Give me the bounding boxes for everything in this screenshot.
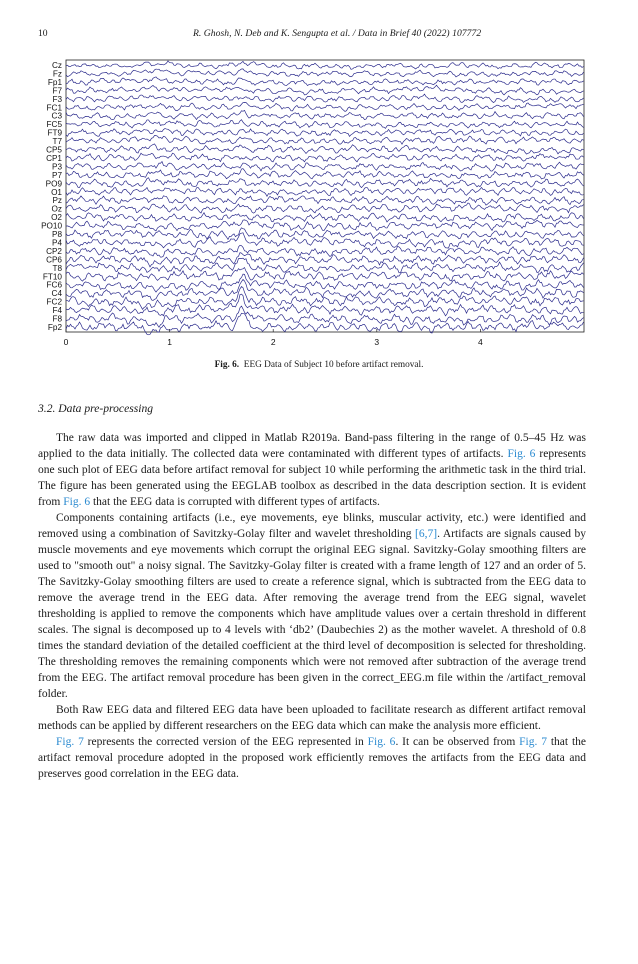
eeg-trace — [66, 187, 584, 196]
eeg-trace — [66, 94, 584, 102]
eeg-trace — [66, 85, 584, 95]
channel-label: O1 — [51, 187, 62, 197]
p2-text-a: Components containing artifacts (i.e., eye movements, eye blinks, muscular activity, etc.) were identified and removed using a combination of Savitzky-Golay filter and wavelet thresholding — [38, 512, 586, 540]
fig6-link[interactable]: Fig. 6 — [367, 736, 396, 748]
channel-label: P8 — [51, 230, 62, 240]
p4-text-b: . It can be observed from — [395, 736, 520, 748]
channel-label: CP2 — [46, 246, 62, 256]
eeg-trace — [66, 128, 584, 136]
x-tick-label: 2 — [270, 337, 276, 347]
channel-label: P3 — [51, 162, 62, 172]
eeg-trace — [66, 313, 584, 335]
p4-text-c: that the artifact removal procedure adopted in the proposed work efficiently removes the artifacts from the EEG data and preserves good correlation in the EEG data. — [38, 736, 586, 780]
channel-label: FT10 — [42, 272, 62, 282]
fig6-link[interactable]: Fig. 6 — [507, 448, 536, 460]
channel-label: C3 — [51, 111, 62, 121]
eeg-trace — [66, 69, 584, 77]
p1-text-b: represents one such plot of EEG data before artifact removal for subject 10 while performing the arithmetic task in the third trial. The figure has been generated using the EEGLAB toolbox as described in the data description section. It is evident from — [38, 448, 586, 508]
p1-text-a: The raw data was imported and clipped in Matlab R2019a. Band-pass filtering in the range of 0.5–45 Hz was applied to the data initially. The collected data were contaminated with different types of artifacts. — [38, 432, 586, 460]
eeg-trace — [66, 77, 584, 86]
p1-text-c: that the EEG data is corrupted with different types of artifacts. — [90, 496, 380, 508]
fig7-link[interactable]: Fig. 7 — [56, 736, 84, 748]
channel-label: P4 — [51, 238, 62, 248]
eeg-traces — [66, 61, 584, 335]
channel-label: Cz — [51, 61, 62, 70]
running-title: R. Ghosh, N. Deb and K. Sengupta et al. / Data in Brief 40 (2022) 107772 — [193, 28, 482, 39]
p2-text-b: . Artifacts are signals caused by muscle movements and eye movements which corrupt the original EEG signal. Savitzky-Golay smoothing filters are used to "smooth out" a noisy signal. The Savitzky-Golay filter is created with a frame length of 127 and an order of 5. The Savitzky-Golay smoothing filters are used to create a reference signal, which is subtracted from the EEG data to remove the average trend in the EEG data. After removing the average trend from the EEG signal, wavelet thresholding is applied to remove the components which have amplitude values over a certain threshold in different scales. The signal is decomposed up to 4 levels with ‘db2’ (Daubechies 2) as the mother wavelet. A threshold of 0.8 times the standard deviation of the detailed coefficient at the third level of decomposition is selected for thresholding. The thresholding removes the remaining components which were not removed after subtraction of the average trend from the EEG. The artifact removal procedure has been given in the correct_EEG.m file within the /artifact_removal folder. — [38, 528, 587, 700]
fig7-link[interactable]: Fig. 7 — [519, 736, 547, 748]
x-tick-label: 3 — [374, 337, 380, 347]
eeg-trace — [66, 144, 584, 154]
x-tick-label: 0 — [63, 337, 69, 347]
channel-label: FC1 — [46, 103, 62, 113]
channel-label: CP5 — [46, 145, 62, 155]
eeg-trace — [66, 162, 584, 172]
eeg-trace — [66, 120, 584, 129]
citation-link[interactable]: [6,7] — [415, 528, 438, 540]
eeg-trace — [66, 306, 584, 327]
eeg-trace — [66, 102, 584, 111]
channel-label: FT9 — [47, 128, 62, 138]
x-tick-label: 1 — [167, 337, 172, 347]
fig6-link[interactable]: Fig. 6 — [63, 496, 91, 508]
figure-caption — [0, 360, 638, 370]
channel-label: Fp1 — [47, 77, 62, 87]
channel-label: FC2 — [46, 297, 62, 307]
eeg-trace — [66, 169, 584, 179]
channel-label: F8 — [52, 314, 62, 324]
section-title: 3.2. Data pre-processing — [38, 402, 154, 415]
eeg-trace — [66, 61, 584, 69]
paragraph-1 — [38, 430, 586, 510]
eeg-trace — [66, 220, 584, 231]
eeg-trace — [66, 110, 584, 119]
eeg-figure — [0, 56, 638, 356]
eeg-trace — [66, 178, 584, 188]
channel-label: PO9 — [45, 179, 62, 189]
eeg-trace — [66, 203, 584, 213]
x-tick-label: 4 — [478, 337, 483, 347]
channel-label: CP6 — [46, 255, 62, 265]
channel-label: FC6 — [46, 280, 62, 290]
channel-label: Oz — [51, 204, 62, 214]
plot-frame — [66, 60, 584, 332]
caption-label: Fig. 6. — [214, 360, 240, 370]
channel-label: FC5 — [46, 120, 62, 130]
channel-label: PO10 — [41, 221, 62, 231]
paragraph-3: Both Raw EEG data and filtered EEG data have been uploaded to facilitate research as different artifact removal methods can be applied by different researchers on the EEG data which can make the analysis more efficient. — [38, 704, 586, 732]
channel-label: C4 — [51, 289, 62, 299]
eeg-trace — [66, 153, 584, 162]
channel-label: T8 — [52, 263, 62, 273]
channel-label: F4 — [52, 306, 62, 316]
eeg-trace — [66, 274, 584, 292]
eeg-trace — [66, 213, 584, 222]
channel-label: P7 — [51, 170, 62, 180]
channel-label: Fp2 — [47, 323, 62, 332]
eeg-trace — [66, 136, 584, 145]
page-header — [38, 28, 600, 42]
channel-label: Fz — [52, 69, 62, 79]
body-text — [38, 430, 586, 782]
channel-label: CP1 — [46, 153, 62, 163]
channel-label: T7 — [52, 137, 62, 147]
channel-label: F3 — [52, 94, 62, 104]
eeg-trace — [66, 245, 584, 257]
eeg-trace — [66, 253, 584, 267]
channel-label: O2 — [51, 213, 62, 223]
eeg-trace — [66, 233, 584, 248]
channel-label: Pz — [52, 196, 62, 206]
channel-label: F7 — [52, 86, 62, 96]
p4-text-a: represents the corrected version of the EEG represented in — [83, 736, 368, 748]
caption-text: EEG Data of Subject 10 before artifact removal. — [243, 360, 424, 370]
channel-labels — [41, 61, 62, 332]
page-number: 10 — [38, 28, 48, 39]
paragraph-2 — [38, 510, 586, 702]
paragraph-4 — [38, 734, 586, 782]
eeg-trace — [66, 196, 584, 205]
